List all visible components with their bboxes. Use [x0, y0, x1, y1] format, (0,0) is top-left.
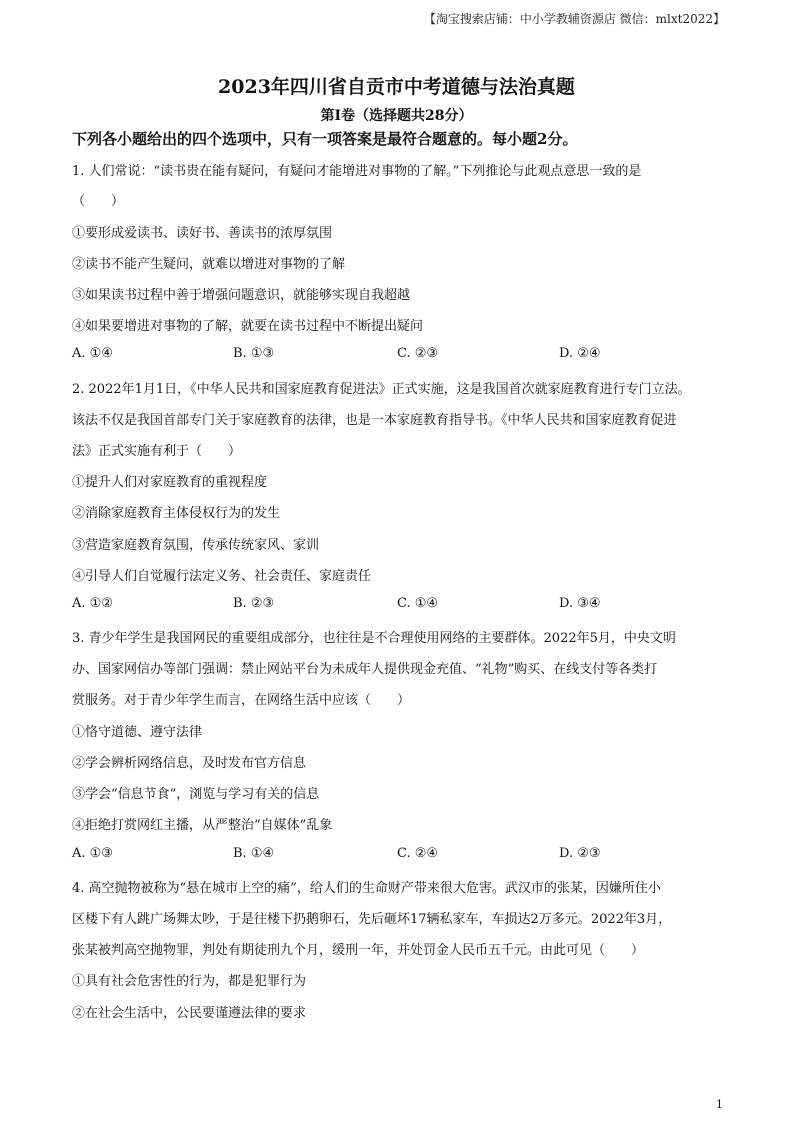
page-title: 2023年四川省自贡市中考道德与法治真题	[218, 76, 575, 98]
q4-stem-line: 区楼下有人跳广场舞太吵，于是往楼下扔鹅卵石，先后砸坏17辆私家车，车损达2万多元。2022年3月，	[72, 912, 672, 927]
q3-choice-item: ④拒绝打赏网红主播，从严整治“自媒体”乱象	[72, 818, 333, 833]
q2-options	[72, 596, 722, 616]
q4-choice-item: ①具有社会危害性的行为，都是犯罪行为	[72, 974, 307, 989]
option-b: B. ①③	[233, 346, 275, 361]
q3-stem-line: 办、国家网信办等部门强调：禁止网站平台为未成年人提供现金充值、“礼物”购买、在线支付等各类打	[72, 662, 658, 677]
q1-choice-item: ①要形成爱读书、读好书、善读书的浓厚氛围	[72, 226, 333, 241]
q1-stem-line: （ ）	[72, 194, 125, 209]
option-d: D. ②④	[559, 346, 601, 361]
option-d: D. ③④	[559, 596, 601, 611]
q4-stem-line: 4. 高空抛物被称为“悬在城市上空的痛”，给人们的生命财产带来很大危害。武汉市的张某，因嫌所住小	[72, 881, 661, 896]
option-c: C. ①④	[397, 596, 439, 611]
q3-options	[72, 846, 722, 866]
q2-stem-line: 2. 2022年1月1日，《中华人民共和国家庭教育促进法》正式实施，这是我国首次就家庭教育进行专门立法。	[72, 382, 691, 397]
option-d: D. ②③	[559, 846, 601, 861]
q1-choice-item: ④如果要增进对事物的了解，就要在读书过程中不断提出疑问	[72, 319, 424, 334]
instruction-text: 下列各小题给出的四个选项中，只有一项答案是最符合题意的。每小题2分。	[72, 130, 578, 148]
option-b: B. ①④	[233, 846, 275, 861]
q3-choice-item: ①恪守道德、遵守法律	[72, 725, 203, 740]
q1-stem-line: 1. 人们常说：“读书贵在能有疑问，有疑问才能增进对事物的了解。”下列推论与此观点意思一致的是	[72, 164, 642, 179]
option-a: A. ①②	[72, 596, 113, 611]
q1-options	[72, 346, 722, 366]
q4-stem-line: 张某被判高空抛物罪，判处有期徒刑九个月，缓刑一年，并处罚金人民币五千元。由此可见（ ）	[72, 943, 645, 958]
option-b: B. ②③	[233, 596, 275, 611]
q2-stem-line: 法》正式实施有利于（ ）	[72, 444, 242, 459]
option-c: C. ②④	[397, 846, 439, 861]
q3-choice-item: ②学会辨析网络信息，及时发布官方信息	[72, 756, 307, 771]
q3-stem-line: 3. 青少年学生是我国网民的重要组成部分，也往往是不合理使用网络的主要群体。2022年5月，中央文明	[72, 631, 676, 646]
option-c: C. ②③	[397, 346, 439, 361]
q3-stem-line: 赏服务。对于青少年学生而言，在网络生活中应该（ ）	[72, 693, 411, 708]
option-a: A. ①④	[72, 346, 113, 361]
q1-choice-item: ②读书不能产生疑问，就难以增进对事物的了解	[72, 257, 346, 272]
option-a: A. ①③	[72, 846, 113, 861]
q2-choice-item: ③营造家庭教育氛围，传承传统家风、家训	[72, 538, 320, 553]
q2-stem-line: 该法不仅是我国首部专门关于家庭教育的法律，也是一本家庭教育指导书。《中华人民共和国家庭教育促进	[72, 413, 677, 428]
q4-choice-item: ②在社会生活中，公民要谨遵法律的要求	[72, 1006, 307, 1021]
page-number: 1	[716, 1098, 723, 1111]
q1-choice-item: ③如果读书过程中善于增强问题意识，就能够实现自我超越	[72, 288, 411, 303]
section-heading: 第I卷（选择题共28分）	[320, 108, 473, 124]
q2-choice-item: ①提升人们对家庭教育的重视程度	[72, 475, 268, 490]
q2-choice-item: ④引导人们自觉履行法定义务、社会责任、家庭责任	[72, 569, 372, 584]
q3-choice-item: ③学会“信息节食”，浏览与学习有关的信息	[72, 787, 320, 802]
q2-choice-item: ②消除家庭教育主体侵权行为的发生	[72, 506, 281, 521]
header-note: 【淘宝搜索店铺：中小学教辅资源店 微信：mlxt2022】	[423, 12, 725, 26]
